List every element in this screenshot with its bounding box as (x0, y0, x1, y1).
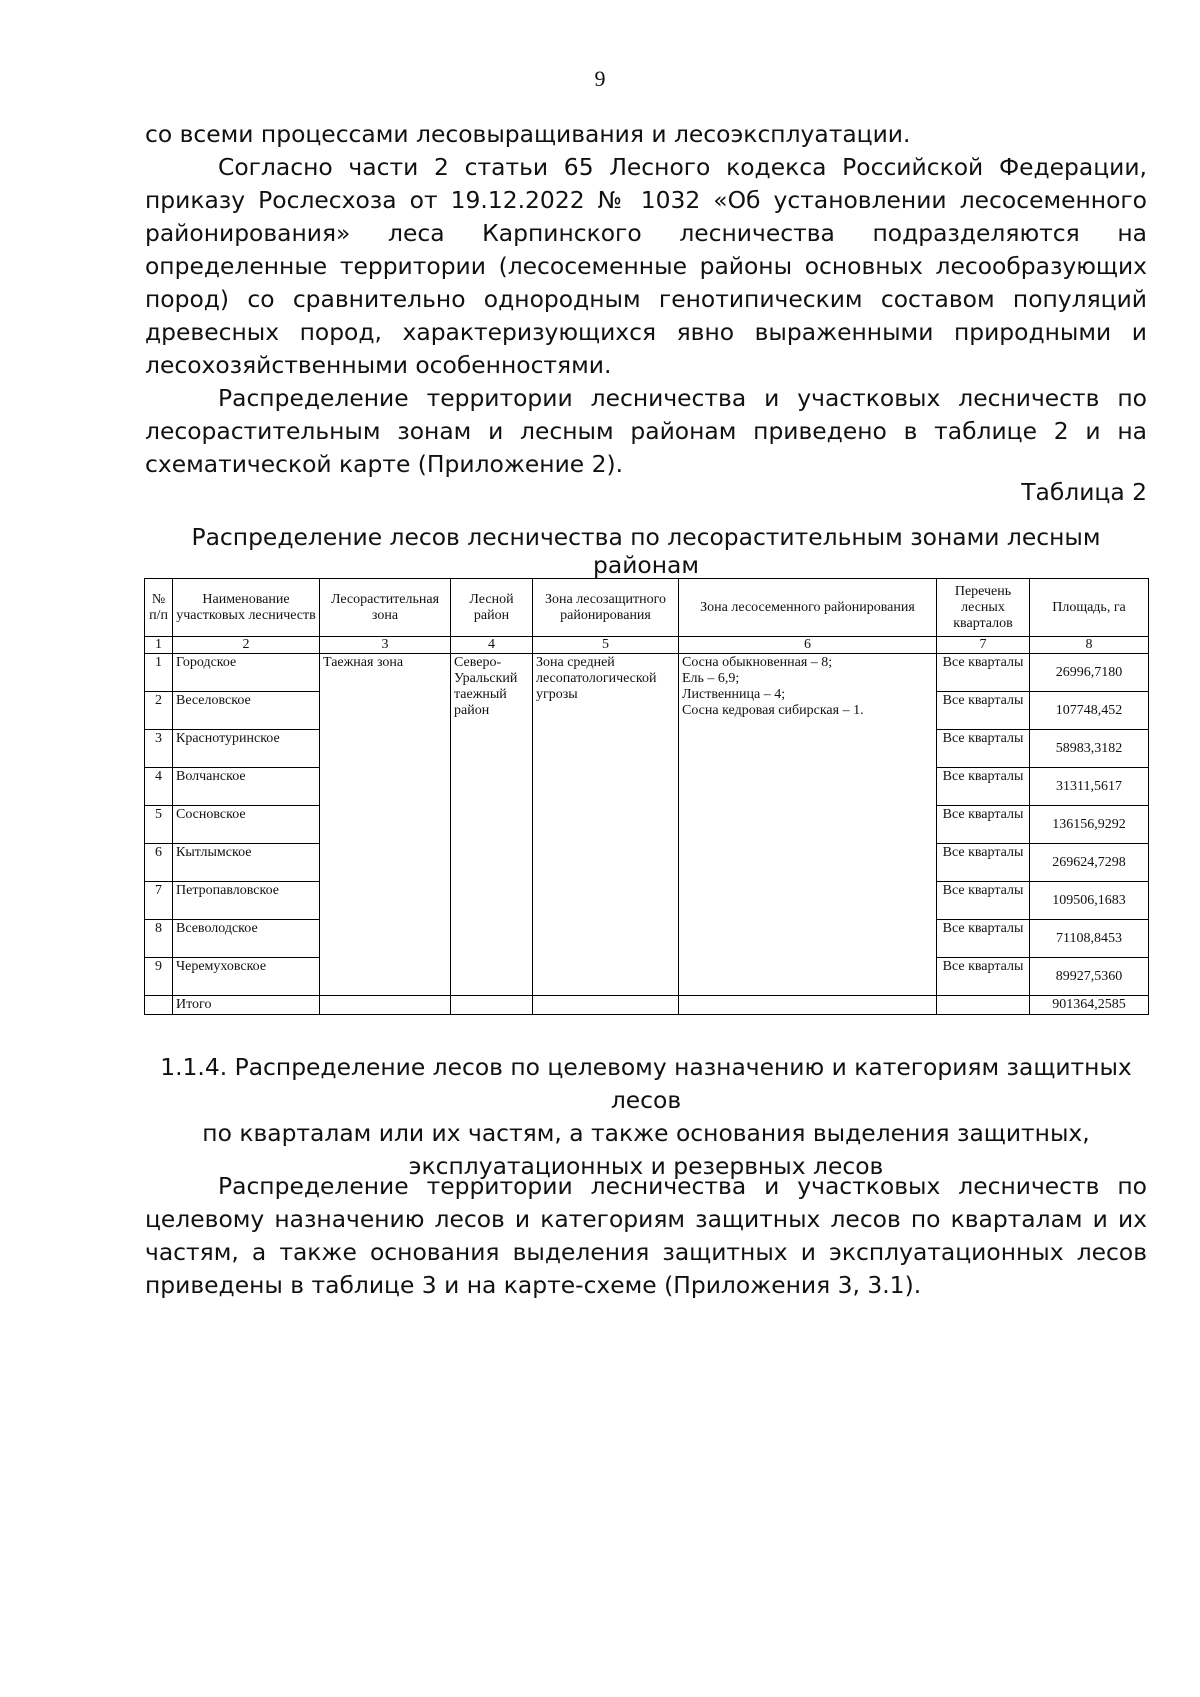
seed-zone-line: Ель – 6,9; (682, 671, 740, 686)
total-empty-cell (679, 996, 937, 1015)
quarters-list: Все кварталы (937, 844, 1030, 882)
section-heading-line: 1.1.4. Распределение лесов по целевому назначению и категориям защитных лесов (160, 1053, 1132, 1114)
area-value: 89927,5360 (1030, 958, 1149, 996)
seed-zone (679, 654, 937, 996)
forestry-name: Всеволодское (173, 920, 320, 958)
header-cell: Зона лесосеменного районирования (679, 579, 937, 637)
column-number: 2 (173, 637, 320, 654)
quarters-list: Все кварталы (937, 654, 1030, 692)
table-row (145, 654, 1149, 692)
row-number: 8 (145, 920, 173, 958)
area-value: 107748,452 (1030, 692, 1149, 730)
row-number: 9 (145, 958, 173, 996)
quarters-list: Все кварталы (937, 882, 1030, 920)
section-heading-line: эксплуатационных и резервных лесов (408, 1152, 884, 1180)
row-number: 4 (145, 768, 173, 806)
bottom-text-block (145, 1170, 1147, 1302)
forest-district: Северо-Уральский таежный район (451, 654, 533, 996)
quarters-list: Все кварталы (937, 768, 1030, 806)
quarters-list: Все кварталы (937, 920, 1030, 958)
vegetation-zone: Таежная зона (320, 654, 451, 996)
header-cell: Наименование участковых лесничеств (173, 579, 320, 637)
total-empty-cell (451, 996, 533, 1015)
paragraph-distribution: Распределение территории лесничества и участковых лесничеств по лесорастительным зонам и лесным районам приведено в таблице 2 и на схематической карте (Приложение 2). (145, 384, 1147, 478)
area-value: 58983,3182 (1030, 730, 1149, 768)
header-cell: № п/п (145, 579, 173, 637)
area-value: 71108,8453 (1030, 920, 1149, 958)
column-number: 6 (679, 637, 937, 654)
seed-zone-line: Сосна обыкновенная – 8; (682, 655, 833, 670)
forestry-name: Кытлымское (173, 844, 320, 882)
row-number: 2 (145, 692, 173, 730)
column-number-row (145, 637, 1149, 654)
column-number: 3 (320, 637, 451, 654)
section-heading (145, 1051, 1147, 1183)
area-value: 269624,7298 (1030, 844, 1149, 882)
row-number: 5 (145, 806, 173, 844)
total-empty-cell (320, 996, 451, 1015)
table-header-row (145, 579, 1149, 637)
area-value: 136156,9292 (1030, 806, 1149, 844)
column-number: 8 (1030, 637, 1149, 654)
total-row (145, 996, 1149, 1015)
table-label: Таблица 2 (1021, 478, 1147, 506)
intro-line: со всеми процессами лесовыращивания и лесоэксплуатации. (145, 120, 911, 148)
header-cell: Площадь, га (1030, 579, 1149, 637)
forestry-name: Черемуховское (173, 958, 320, 996)
quarters-list: Все кварталы (937, 730, 1030, 768)
seed-zone-line: Лиственница – 4; (682, 687, 786, 702)
header-cell: Лесной район (451, 579, 533, 637)
paragraph-seed-zoning: Согласно части 2 статьи 65 Лесного кодекса Российской Федерации, приказу Рослесхоза от 19.12.2022 № 1032 «Об установлении лесосеменного районирования» леса Карпинского лесничества подразделяются на определенные территории (лесосеменные районы основных лесообразующих пород) со сравнительно однородным генотипическим составом популяций древесных пород, характеризующихся явно выраженными природными и лесохозяйственными особенностями. (145, 153, 1147, 379)
intro-text-block (145, 118, 1147, 481)
row-number: 6 (145, 844, 173, 882)
forestry-name: Краснотуринское (173, 730, 320, 768)
forestry-name: Волчанское (173, 768, 320, 806)
seed-zone-line: Сосна кедровая сибирская – 1. (682, 703, 864, 718)
page-number: 9 (594, 66, 606, 91)
column-number: 5 (533, 637, 679, 654)
total-empty-cell (533, 996, 679, 1015)
row-number: 1 (145, 654, 173, 692)
total-empty-cell (145, 996, 173, 1015)
total-area: 901364,2585 (1030, 996, 1149, 1015)
quarters-list: Все кварталы (937, 692, 1030, 730)
total-label: Итого (173, 996, 320, 1015)
row-number: 7 (145, 882, 173, 920)
quarters-list: Все кварталы (937, 958, 1030, 996)
header-cell: Перечень лесных кварталов (937, 579, 1030, 637)
column-number: 4 (451, 637, 533, 654)
forestry-name: Веселовское (173, 692, 320, 730)
area-value: 109506,1683 (1030, 882, 1149, 920)
forestry-name: Сосновское (173, 806, 320, 844)
section-heading-line: по кварталам или их частям, а также основания выделения защитных, (202, 1119, 1090, 1147)
header-cell: Зона лесозащитного районирования (533, 579, 679, 637)
column-number: 7 (937, 637, 1030, 654)
header-cell: Лесорастительная зона (320, 579, 451, 637)
forestry-name: Петропавловское (173, 882, 320, 920)
forestry-name: Городское (173, 654, 320, 692)
row-number: 3 (145, 730, 173, 768)
protection-zone: Зона средней лесопатологической угрозы (533, 654, 679, 996)
quarters-list: Все кварталы (937, 806, 1030, 844)
forest-distribution-table (144, 578, 1149, 1015)
area-value: 31311,5617 (1030, 768, 1149, 806)
area-value: 26996,7180 (1030, 654, 1149, 692)
paragraph-purpose-distribution: Распределение территории лесничества и участковых лесничеств по целевому назначению лесов и категориям защитных лесов по кварталам и их частям, а также основания выделения защитных и эксплуатационных лесов приведены в таблице 3 и на карте-схеме (Приложения 3, 3.1). (145, 1172, 1147, 1299)
column-number: 1 (145, 637, 173, 654)
total-empty-cell (937, 996, 1030, 1015)
table-title: Распределение лесов лесничества по лесорастительным зонами лесным районам (191, 523, 1101, 579)
